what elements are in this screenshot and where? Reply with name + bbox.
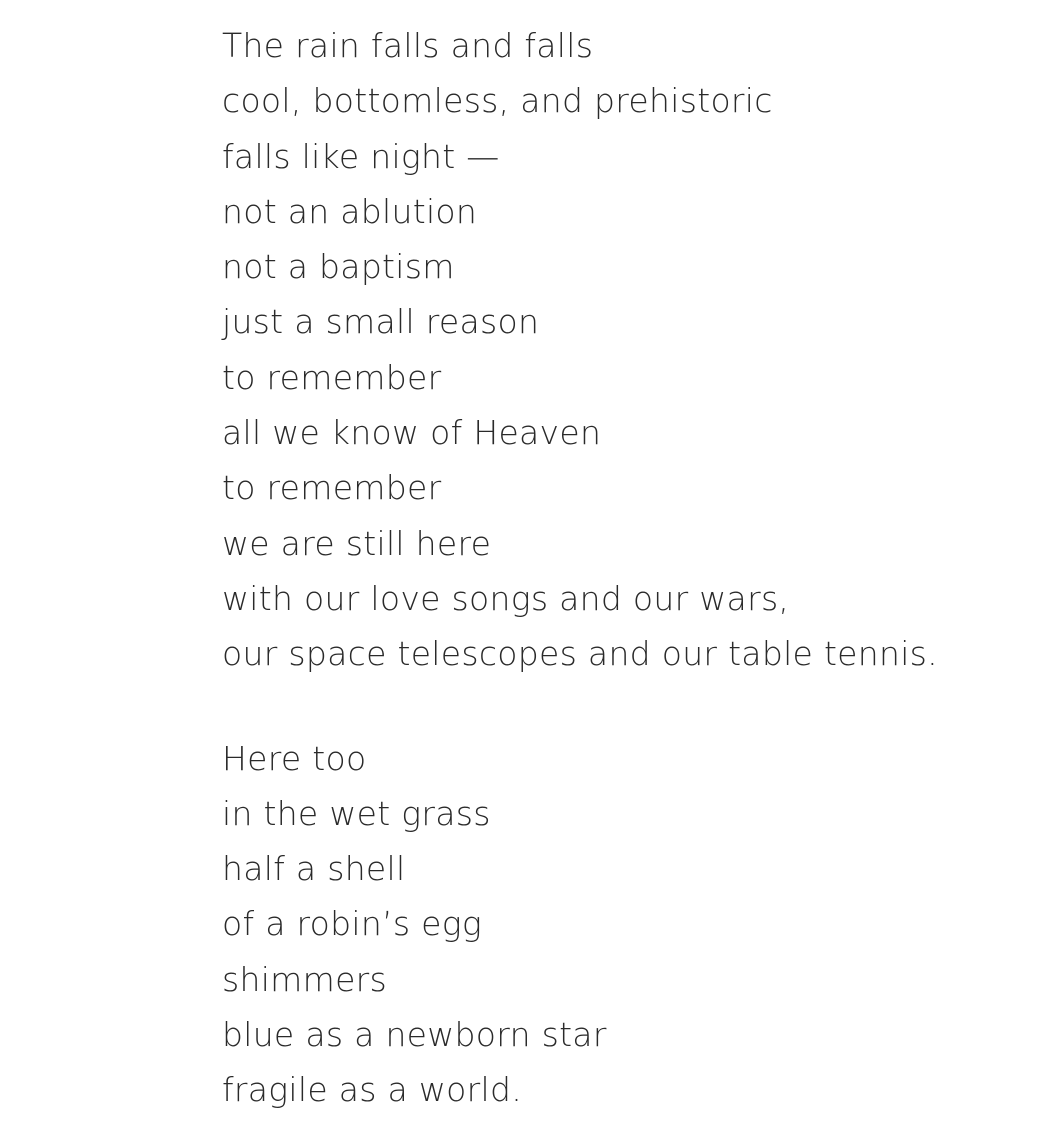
poem-line: fragile as a world. — [222, 1070, 523, 1110]
poem-line: falls like night — — [222, 136, 500, 176]
poem-line: cool, bottomless, and prehistoric — [222, 81, 773, 121]
poem-line: in the wet grass — [222, 793, 491, 833]
poem-line: blue as a newborn star — [222, 1015, 607, 1055]
stanza-2 — [222, 731, 1022, 1118]
poem-line: shimmers — [222, 959, 388, 999]
stanza-1 — [222, 18, 1022, 682]
poem-line: our space telescopes and our table tennis. — [222, 634, 938, 674]
poem-line: not an ablution — [222, 191, 478, 231]
poem — [222, 18, 1022, 1118]
poem-line: with our love songs and our wars, — [222, 578, 790, 618]
poem-line: we are still here — [222, 523, 492, 563]
poem-line: Here too — [222, 738, 367, 778]
poem-line: The rain falls and falls — [222, 26, 594, 65]
poem-line: all we know of Heaven — [222, 413, 602, 453]
poem-line: not a baptism — [222, 247, 455, 287]
poem-line: half a shell — [222, 849, 406, 889]
poem-line: just a small reason — [222, 302, 540, 342]
poem-line: to remember — [222, 468, 442, 508]
poem-line: of a robin’s egg — [222, 904, 482, 944]
poem-line: to remember — [222, 357, 442, 397]
